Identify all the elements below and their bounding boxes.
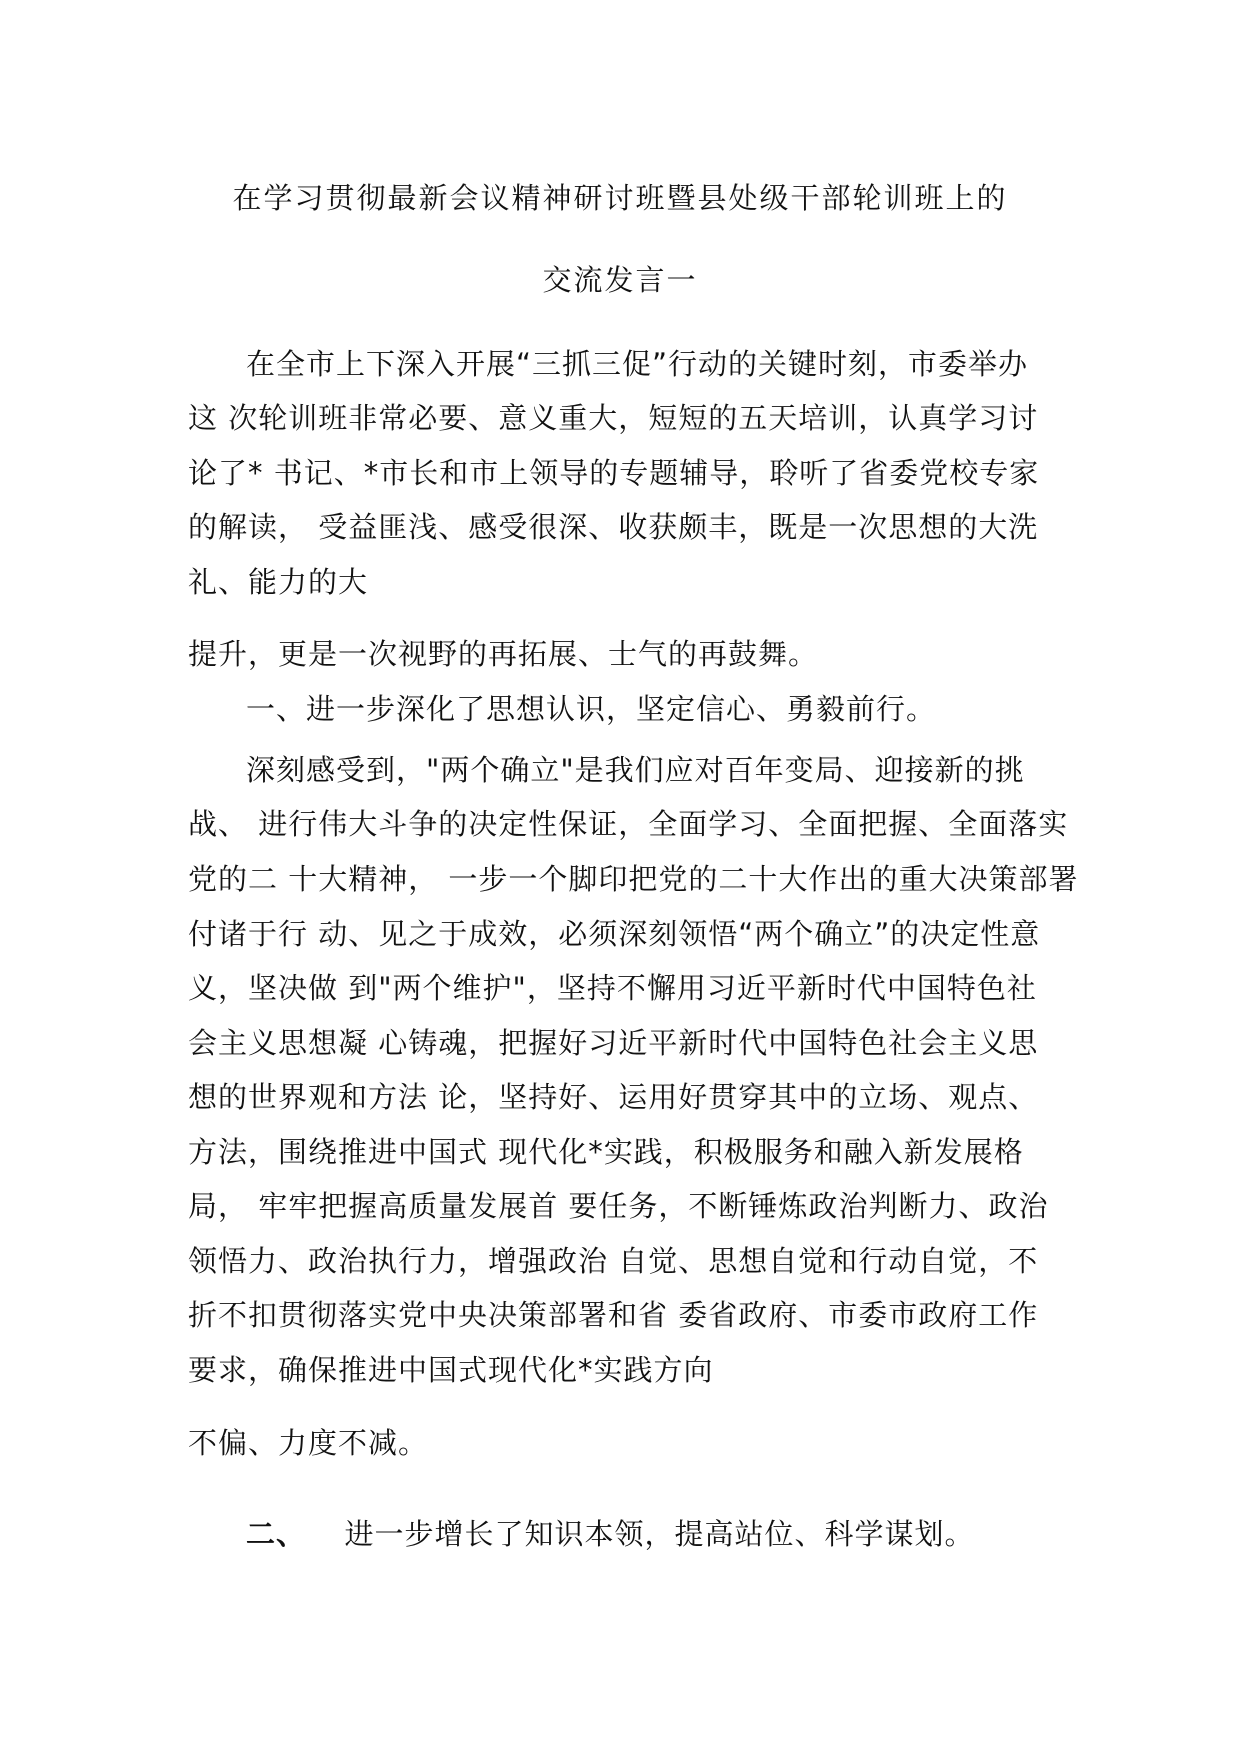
paragraph-1-line: 礼、能力的大 bbox=[188, 565, 369, 599]
section-heading-2-number: 二、 bbox=[246, 1517, 307, 1551]
paragraph-1-line: 提升，更是一次视野的再拓展、士气的再鼓舞。 bbox=[188, 637, 819, 671]
paragraph-2-line: 会主义思想凝 心铸魂，把握好习近平新时代中国特色社会主义思 bbox=[188, 1026, 1039, 1060]
paragraph-1-line: 这 次轮训班非常必要、意义重大，短短的五天培训，认真学习讨 bbox=[188, 401, 1039, 435]
paragraph-2-line: 折不扣贯彻落实党中央决策部署和省 委省政府、市委市政府工作 bbox=[188, 1298, 1039, 1332]
section-heading-2-text: 进一步增长了知识本领，提高站位、科学谋划。 bbox=[344, 1517, 975, 1551]
section-heading-2 bbox=[246, 1516, 974, 1552]
paragraph-2-line: 想的世界观和方法 论，坚持好、运用好贯穿其中的立场、观点、 bbox=[188, 1080, 1039, 1114]
paragraph-2-line: 党的二 十大精神， 一步一个脚印把党的二十大作出的重大决策部署 bbox=[188, 862, 1079, 896]
paragraph-2-line: 付诸于行 动、见之于成效，必须深刻领悟“两个确立”的决定性意 bbox=[188, 917, 1041, 951]
section-heading-1: 一、进一步深化了思想认识，坚定信心、勇毅前行。 bbox=[246, 692, 937, 726]
paragraph-1-line: 论了* 书记、*市长和市上领导的专题辅导，聆听了省委党校专家 bbox=[188, 456, 1040, 490]
paragraph-2-line: 不偏、力度不减。 bbox=[188, 1426, 429, 1460]
paragraph-2-line: 局， 牢牢把握高质量发展首 要任务，不断锤炼政治判断力、政治 bbox=[188, 1189, 1049, 1223]
paragraph-1-line: 的解读， 受益匪浅、感受很深、收获颇丰，既是一次思想的大洗 bbox=[188, 510, 1039, 544]
document-title-line-2: 交流发言一 bbox=[542, 263, 698, 297]
paragraph-2-line: 领悟力、政治执行力，增强政治 自觉、思想自觉和行动自觉，不 bbox=[188, 1244, 1039, 1278]
paragraph-2-line: 深刻感受到，"两个确立"是我们应对百年变局、迎接新的挑 bbox=[246, 753, 1025, 787]
paragraph-2-line: 要求，确保推进中国式现代化*实践方向 bbox=[188, 1353, 714, 1387]
document-title-line-1: 在学习贯彻最新会议精神研讨班暨县处级干部轮训班上的 bbox=[232, 181, 1008, 215]
paragraph-1-line: 在全市上下深入开展“三抓三促”行动的关键时刻，市委举办 bbox=[246, 347, 1029, 381]
paragraph-2-line: 义，坚决做 到"两个维护"，坚持不懈用习近平新时代中国特色社 bbox=[188, 971, 1037, 1005]
paragraph-2-line: 战、 进行伟大斗争的决定性保证，全面学习、全面把握、全面落实 bbox=[188, 807, 1069, 841]
paragraph-2-line: 方法，围绕推进中国式 现代化*实践，积极服务和融入新发展格 bbox=[188, 1135, 1024, 1169]
